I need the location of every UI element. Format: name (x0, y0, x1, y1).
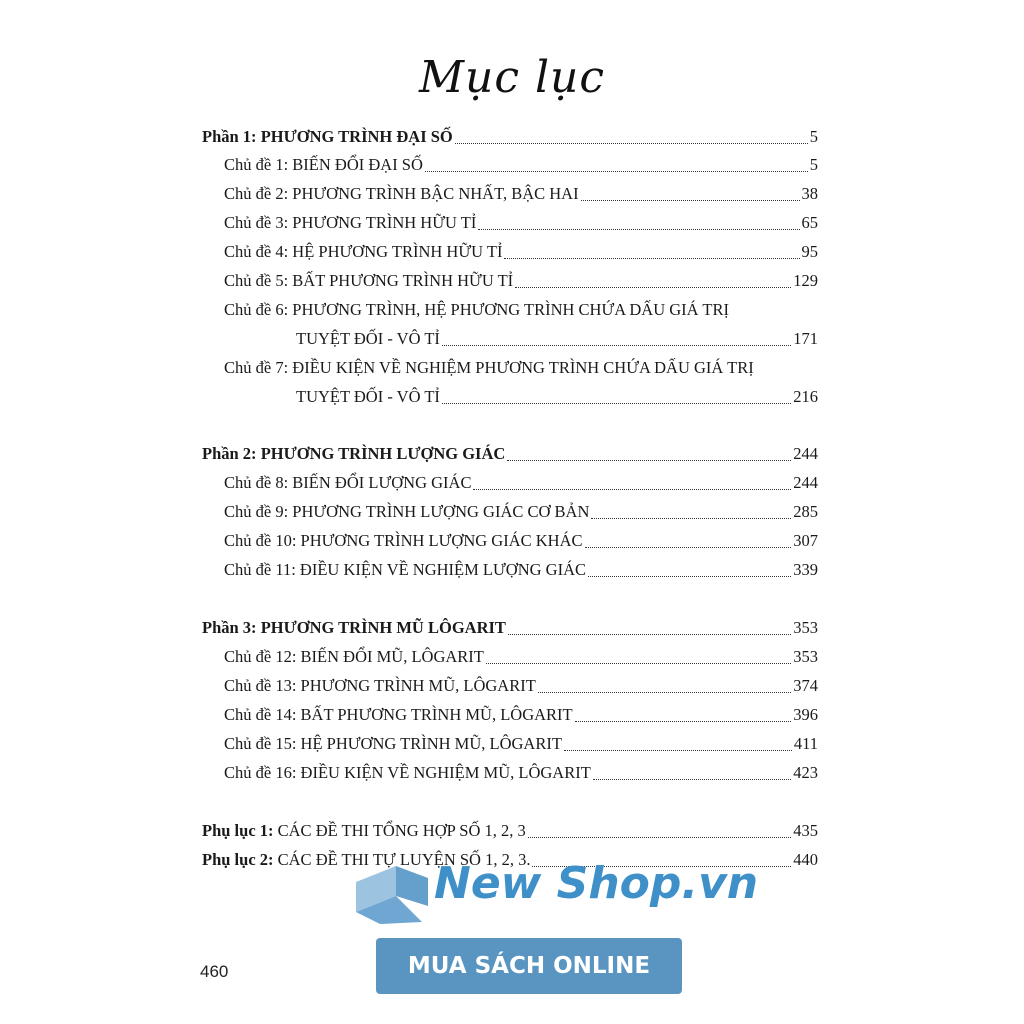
toc-entry-title: TUYỆT ĐỐI - VÔ TỈ (296, 387, 440, 406)
toc-topic-row (224, 181, 818, 207)
toc-entry-title: Chủ đề 4: HỆ PHƯƠNG TRÌNH HỮU TỈ (224, 242, 503, 261)
dot-leader (528, 836, 791, 838)
toc-entry-label (224, 470, 471, 496)
toc-entry-label (224, 210, 476, 236)
toc-entry-title: Chủ đề 14: BẤT PHƯƠNG TRÌNH MŨ, LÔGARIT (224, 705, 573, 724)
toc-entry-label (224, 297, 729, 323)
dot-leader (425, 170, 808, 172)
toc-topic-row (224, 731, 818, 757)
toc-entry-label (224, 644, 484, 670)
toc-entry-title: PHƯƠNG TRÌNH ĐẠI SỐ (260, 127, 453, 146)
toc-entry-prefix: Phần 3: (202, 618, 257, 637)
toc-page-number: 423 (793, 763, 818, 782)
toc-page-number: 411 (793, 734, 818, 753)
watermark-brand: New Shop.vn (434, 858, 759, 909)
dot-leader (588, 575, 791, 577)
buy-books-online-button[interactable]: MUA SÁCH ONLINE (376, 938, 682, 994)
toc-entry-label (224, 760, 591, 786)
toc-entry-title: TUYỆT ĐỐI - VÔ TỈ (296, 329, 440, 348)
toc-entry-title: Chủ đề 16: ĐIỀU KIỆN VỀ NGHIỆM MŨ, LÔGARIT (224, 763, 591, 782)
toc-entry-label (224, 355, 754, 381)
toc-part-row (202, 124, 818, 150)
toc-topic-row (296, 326, 818, 352)
toc-topic-row (224, 152, 818, 178)
dot-leader (581, 199, 800, 201)
toc-page-number: 374 (793, 676, 818, 695)
toc-entry-label (202, 441, 505, 467)
dot-leader (478, 228, 799, 230)
toc-entry-label (224, 152, 423, 178)
dot-leader (442, 402, 791, 404)
toc-page-number: 129 (793, 271, 818, 290)
dot-leader (585, 546, 792, 548)
toc-entry-title: Chủ đề 11: ĐIỀU KIỆN VỀ NGHIỆM LƯỢNG GIÁC (224, 560, 587, 579)
toc-page-number: 353 (793, 647, 818, 666)
toc-part-row (202, 441, 818, 467)
toc-page-number: 5 (809, 127, 818, 146)
dot-leader (508, 633, 791, 635)
toc-topic-row (224, 557, 818, 583)
toc-topic-row (224, 499, 818, 525)
toc-entry-label (202, 818, 526, 844)
dot-leader (564, 749, 792, 751)
page-title: Mục lục (418, 52, 606, 103)
toc-appendix-row (202, 818, 818, 844)
toc-entry-title: Chủ đề 12: BIẾN ĐỔI MŨ, LÔGARIT (224, 647, 484, 666)
toc-entry-prefix: Phần 2: (202, 444, 257, 463)
toc-page-number: 38 (801, 184, 818, 203)
toc-page-number: 339 (793, 560, 818, 579)
dot-leader (473, 488, 791, 490)
toc-entry-title: Chủ đề 9: PHƯƠNG TRÌNH LƯỢNG GIÁC CƠ BẢN (224, 502, 590, 521)
toc-entry-label (224, 181, 579, 207)
toc-entry-title: Chủ đề 5: BẤT PHƯƠNG TRÌNH HỮU TỈ (224, 271, 514, 290)
toc-entry-title: Chủ đề 13: PHƯƠNG TRÌNH MŨ, LÔGARIT (224, 676, 536, 695)
toc-entry-label (202, 124, 453, 150)
dot-leader (507, 459, 791, 461)
toc-entry-label (296, 326, 440, 352)
toc-entry-label (224, 499, 589, 525)
toc-entry-label (224, 731, 562, 757)
toc-page-number: 95 (801, 242, 818, 261)
dot-leader (575, 720, 792, 722)
toc-entry-label (224, 673, 536, 699)
toc-page-number: 353 (793, 618, 818, 637)
dot-leader (486, 662, 791, 664)
toc-entry-title: Chủ đề 6: PHƯƠNG TRÌNH, HỆ PHƯƠNG TRÌNH CHỨA DẤU GIÁ TRỊ (224, 300, 729, 319)
toc-page-number: 396 (793, 705, 818, 724)
toc-entry-title: CÁC ĐỀ THI TỰ LUYỆN SỐ 1, 2, 3. (277, 850, 531, 869)
toc-entry-title: Chủ đề 15: HỆ PHƯƠNG TRÌNH MŨ, LÔGARIT (224, 734, 562, 753)
toc-topic-row (224, 528, 818, 554)
toc-page-number: 285 (793, 502, 818, 521)
toc-entry-prefix: Phần 1: (202, 127, 257, 146)
toc-entry-label (296, 384, 440, 410)
toc-entry-title: CÁC ĐỀ THI TỔNG HỢP SỐ 1, 2, 3 (277, 821, 526, 840)
toc-topic-row (224, 210, 818, 236)
toc-entry-prefix: Phụ lục 2: (202, 850, 274, 869)
dot-leader (593, 778, 791, 780)
toc-page-number: 65 (801, 213, 818, 232)
toc-page-number: 5 (809, 155, 818, 174)
toc-entry-title: PHƯƠNG TRÌNH MŨ LÔGARIT (260, 618, 506, 637)
toc-page-number: 244 (793, 473, 818, 492)
toc-topic-row (224, 239, 818, 265)
toc-topic-row (224, 268, 818, 294)
dot-leader (442, 344, 791, 346)
dot-leader (515, 286, 791, 288)
toc-topic-row (224, 297, 818, 323)
toc-entry-label (224, 528, 583, 554)
toc-entry-prefix: Phụ lục 1: (202, 821, 274, 840)
toc-part-row (202, 615, 818, 641)
toc-entry-title: Chủ đề 10: PHƯƠNG TRÌNH LƯỢNG GIÁC KHÁC (224, 531, 583, 550)
toc-entry-label (224, 702, 573, 728)
dot-leader (455, 142, 808, 144)
toc-entry-label (224, 268, 513, 294)
toc-entry-title: PHƯƠNG TRÌNH LƯỢNG GIÁC (260, 444, 506, 463)
toc-topic-row (296, 384, 818, 410)
toc-topic-row (224, 470, 818, 496)
toc-entry-title: Chủ đề 7: ĐIỀU KIỆN VỀ NGHIỆM PHƯƠNG TRÌNH CHỨA DẤU GIÁ TRỊ (224, 358, 754, 377)
toc-entry-label (224, 557, 586, 583)
toc-topic-row (224, 702, 818, 728)
toc-page-number: 435 (793, 821, 818, 840)
toc-entry-title: Chủ đề 3: PHƯƠNG TRÌNH HỮU TỈ (224, 213, 477, 232)
toc-entry-label (224, 239, 502, 265)
toc-page-number: 307 (793, 531, 818, 550)
page-number: 460 (200, 962, 229, 981)
dot-leader (538, 691, 791, 693)
dot-leader (591, 517, 791, 519)
newshop-logo-icon (352, 862, 432, 926)
toc-topic-row (224, 355, 818, 381)
toc-page-number: 171 (793, 329, 818, 348)
toc-topic-row (224, 760, 818, 786)
toc-topic-row (224, 673, 818, 699)
toc-page-number: 440 (793, 850, 818, 869)
toc-entry-title: Chủ đề 8: BIẾN ĐỔI LƯỢNG GIÁC (224, 473, 472, 492)
toc-entry-title: Chủ đề 1: BIẾN ĐỔI ĐẠI SỐ (224, 155, 423, 174)
toc-page-number: 216 (793, 387, 818, 406)
toc-entry-label (202, 615, 506, 641)
dot-leader (504, 257, 799, 259)
toc-entry-title: Chủ đề 2: PHƯƠNG TRÌNH BẬC NHẤT, BẬC HAI (224, 184, 579, 203)
toc-topic-row (224, 644, 818, 670)
toc-page-number: 244 (793, 444, 818, 463)
